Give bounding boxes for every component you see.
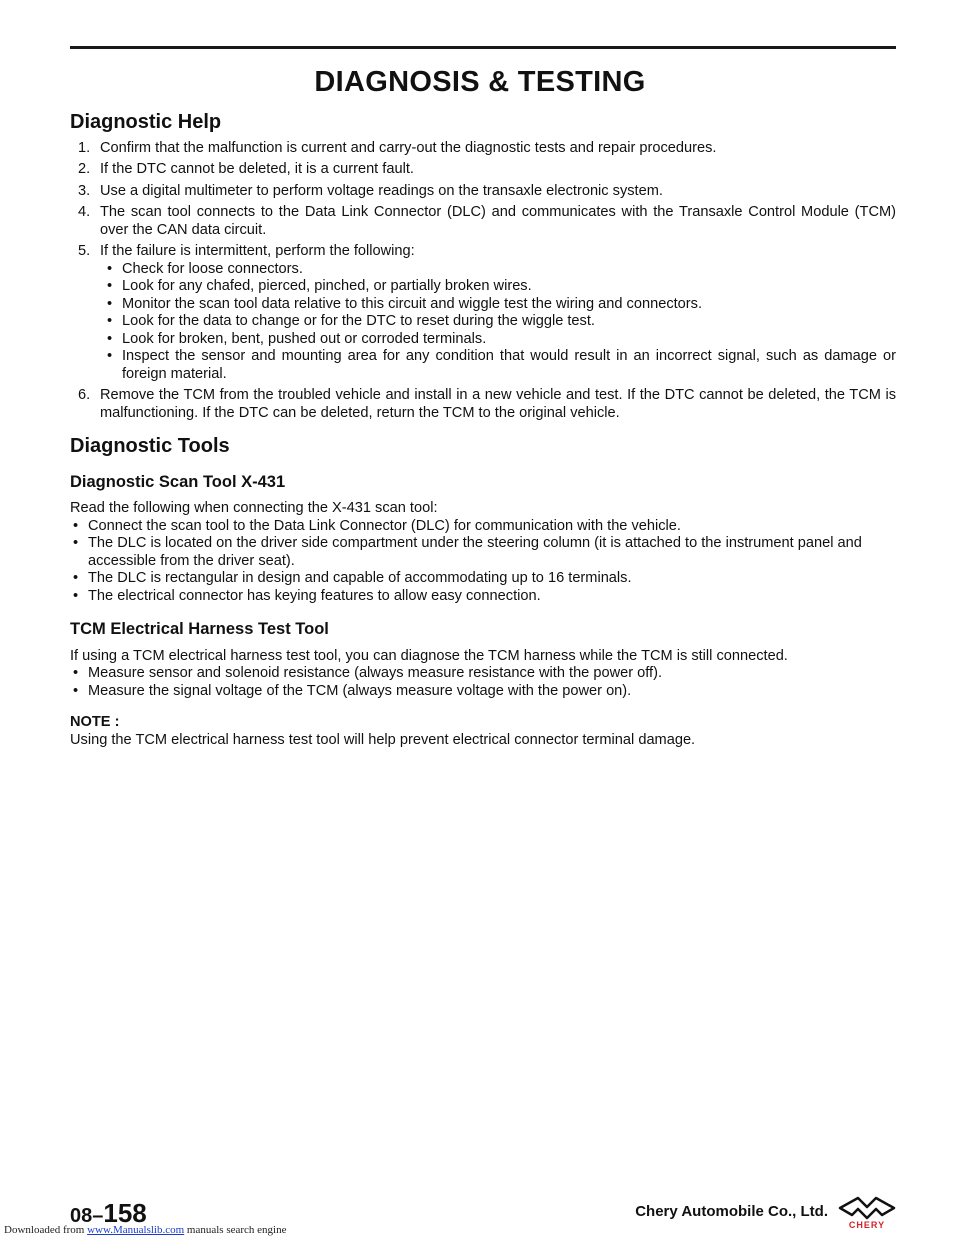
step-number: 4. xyxy=(78,204,91,220)
step-number: 1. xyxy=(78,139,91,156)
list-item-text: The DLC is rectangular in design and capable of accommodating up to 16 terminals. xyxy=(88,570,632,586)
list-item xyxy=(70,535,896,570)
list-item xyxy=(100,348,896,383)
list-item-text: Monitor the scan tool data relative to this circuit and wiggle test the wiring and connectors. xyxy=(122,295,703,312)
bullet-icon: • xyxy=(107,330,113,347)
list-item xyxy=(70,588,896,606)
chery-logo-icon xyxy=(836,1194,898,1230)
bullet-icon: • xyxy=(107,260,113,277)
download-suffix: manuals search engine xyxy=(186,1224,287,1236)
bullet-icon: • xyxy=(73,570,79,586)
diagnostic-help-heading: Diagnostic Help xyxy=(70,111,222,133)
step-number: 2. xyxy=(78,161,91,177)
step-item xyxy=(70,161,896,179)
step-item xyxy=(70,140,896,158)
list-item xyxy=(100,331,896,349)
page-number-value: 158 xyxy=(103,1198,147,1228)
top-rule xyxy=(70,46,896,49)
list-item-text: Check for loose connectors. xyxy=(122,260,303,277)
list-item-text: The electrical connector has keying features to allow easy connection. xyxy=(88,587,541,604)
bullet-icon: • xyxy=(73,682,79,699)
list-item xyxy=(100,278,896,296)
page-section: 08– xyxy=(70,1205,104,1227)
manualslib-link[interactable]: www.Manualslib.com xyxy=(87,1224,185,1236)
step-number: 3. xyxy=(78,182,91,199)
list-item xyxy=(70,665,896,683)
list-item-text: Inspect the sensor and mounting area for any condition that would result in an incorrect signal, such as damage or foreign material. xyxy=(122,348,896,382)
page-title: DIAGNOSIS & TESTING xyxy=(314,66,646,98)
list-item-text: Look for any chafed, pierced, pinched, or partially broken wires. xyxy=(122,278,532,294)
step-text: Remove the TCM from the troubled vehicle and install in a new vehicle and test. If the DTC cannot be deleted, the TCM is malfunctioning. If the DTC can be deleted, return the TCM to the original vehicle. xyxy=(100,387,896,421)
list-item-text: Measure the signal voltage of the TCM (always measure voltage with the power on). xyxy=(88,682,632,699)
bullet-icon: • xyxy=(107,295,113,312)
note-text: Using the TCM electrical harness test tool will help prevent electrical connector terminal damage. xyxy=(70,731,696,748)
step-text: If the failure is intermittent, perform the following: xyxy=(100,243,415,259)
step-text: Confirm that the malfunction is current and carry-out the diagnostic tests and repair procedures. xyxy=(100,139,717,156)
download-prefix: Downloaded from xyxy=(4,1224,85,1236)
scan-tool-list xyxy=(70,518,896,606)
step-number: 5. xyxy=(78,243,91,259)
step-text: The scan tool connects to the Data Link Connector (DLC) and communicates with the Transaxle Control Module (TCM) over the CAN data circuit. xyxy=(100,204,896,238)
bullet-icon: • xyxy=(107,278,113,294)
step-item xyxy=(70,387,896,422)
scan-tool-heading: Diagnostic Scan Tool X-431 xyxy=(70,472,286,491)
bullet-icon: • xyxy=(73,665,79,681)
download-footer xyxy=(4,1224,286,1236)
harness-tool-list xyxy=(70,665,896,700)
step-item xyxy=(70,204,896,239)
bullet-icon: • xyxy=(73,517,79,534)
diagnostic-tools-heading: Diagnostic Tools xyxy=(70,435,230,457)
list-item xyxy=(100,296,896,314)
bullet-icon: • xyxy=(107,348,113,364)
bullet-icon: • xyxy=(73,535,79,551)
company-name: Chery Automobile Co., Ltd. xyxy=(635,1203,828,1220)
list-item-text: Connect the scan tool to the Data Link Connector (DLC) for communication with the vehicle. xyxy=(88,517,681,534)
harness-tool-intro: If using a TCM electrical harness test tool, you can diagnose the TCM harness while the TCM is still connected. xyxy=(70,647,788,664)
list-item xyxy=(70,570,896,588)
page-content xyxy=(70,111,896,749)
list-item-text: Look for broken, bent, pushed out or corroded terminals. xyxy=(122,330,487,347)
list-item-text: Measure sensor and solenoid resistance (always measure resistance with the power off). xyxy=(88,665,663,681)
harness-tool-heading: TCM Electrical Harness Test Tool xyxy=(70,620,329,638)
step-text: If the DTC cannot be deleted, it is a current fault. xyxy=(100,161,414,177)
step-text: Use a digital multimeter to perform voltage readings on the transaxle electronic system. xyxy=(100,182,663,199)
list-item xyxy=(70,518,896,536)
list-item-text: Look for the data to change or for the DTC to reset during the wiggle test. xyxy=(122,313,595,329)
note-label: NOTE : xyxy=(70,714,120,730)
intermittent-check-list xyxy=(100,261,896,384)
list-item-text: The DLC is located on the driver side compartment under the steering column (it is attached to the instrument panel and accessible from the driver seat). xyxy=(88,535,862,569)
bullet-icon: • xyxy=(107,313,113,329)
list-item xyxy=(100,313,896,331)
step-number: 6. xyxy=(78,387,91,403)
scan-tool-intro: Read the following when connecting the X-431 scan tool: xyxy=(70,500,438,516)
bullet-icon: • xyxy=(73,587,79,604)
list-item xyxy=(100,261,896,279)
step-item xyxy=(70,183,896,201)
diagnostic-help-steps xyxy=(70,140,896,423)
step-item xyxy=(70,243,896,383)
list-item xyxy=(70,683,896,701)
logo-text: CHERY xyxy=(848,1220,886,1230)
